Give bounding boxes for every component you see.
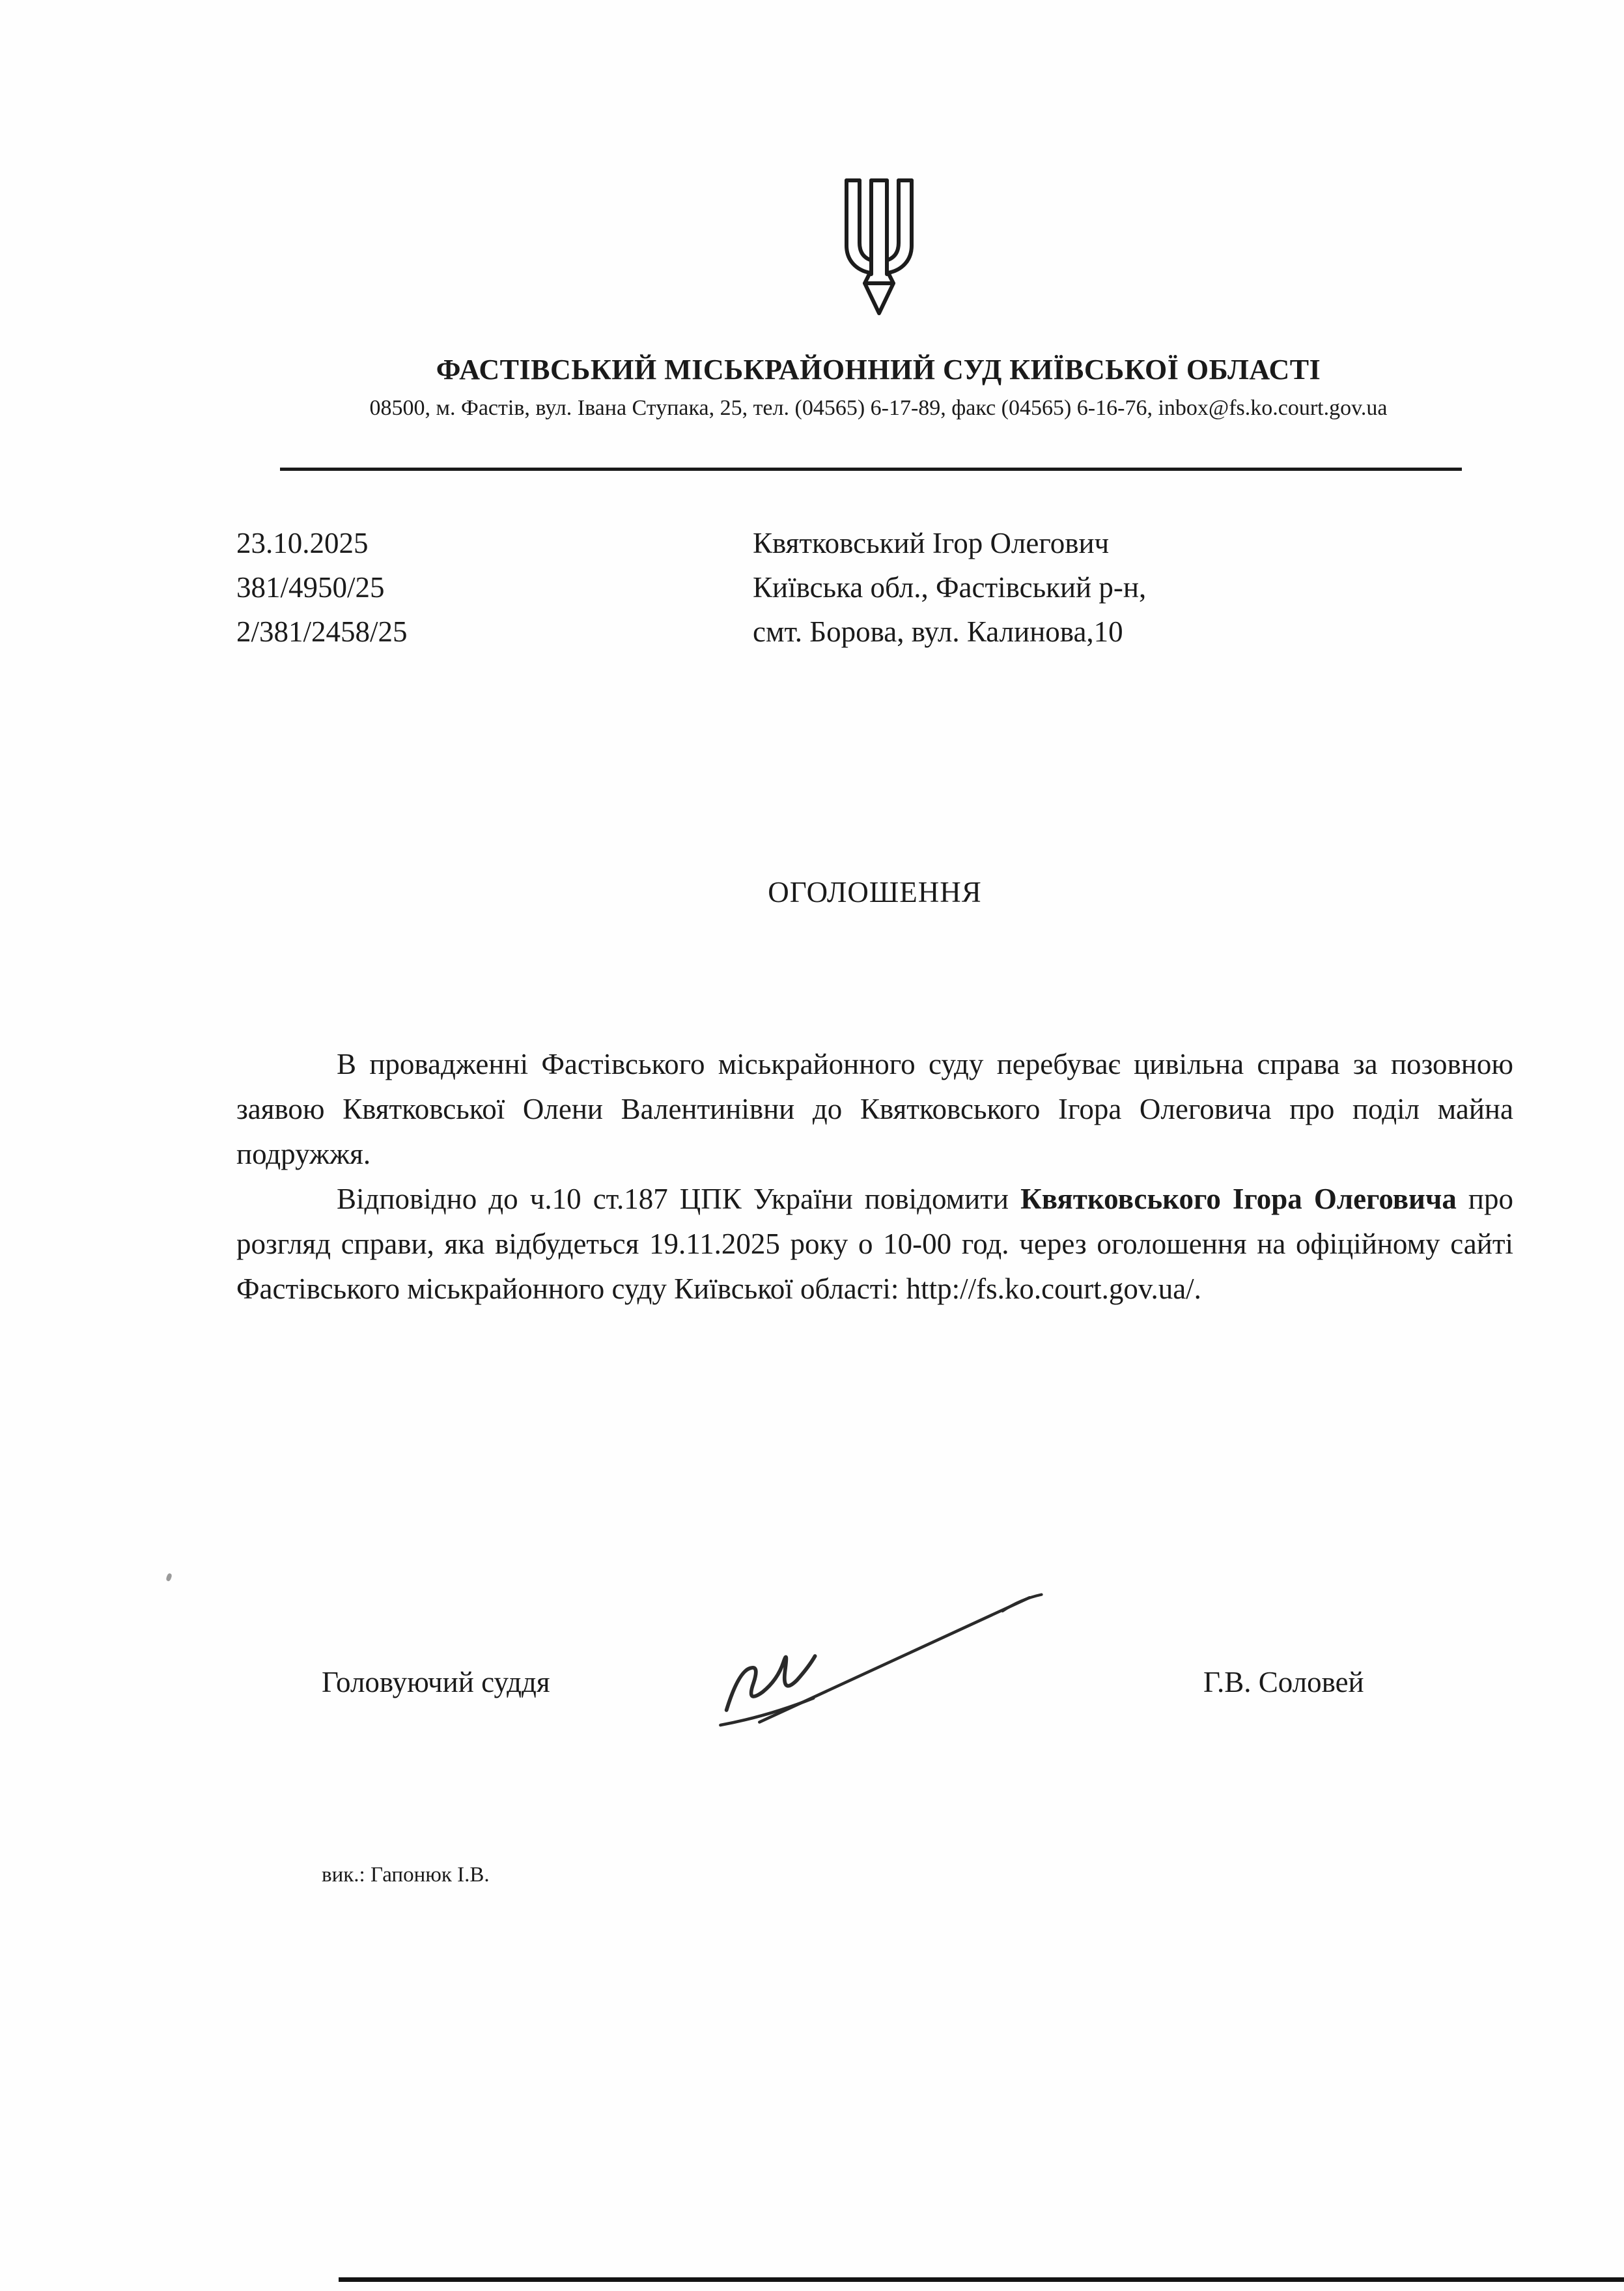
header-divider <box>280 468 1462 471</box>
paragraph2-bold-name: Квятковського Ігора Олеговича <box>1020 1183 1457 1215</box>
addressee-address-line1: Київська обл., Фастівський р-н, <box>753 571 1147 604</box>
paragraph2-suffix: про розгляд справи, яка відбудеться 19.11.2025 року о 10-00 год. через оголошення на офіційному сайті Фастівського міськрайонного суду Київської області: http://fs.ko.court.gov.ua/. <box>236 1183 1513 1305</box>
document-date: 23.10.2025 <box>236 527 369 559</box>
proceeding-number: 2/381/2458/25 <box>236 615 408 648</box>
scan-artifact-line <box>339 2277 1624 2282</box>
court-address: 08500, м. Фастів, вул. Івана Ступака, 25, тел. (04565) 6-17-89, факс (04565) 6-16-76, inbox@fs.ko.court.gov.ua <box>369 396 1388 420</box>
judge-signature-icon <box>708 1582 1054 1735</box>
scan-speck <box>165 1573 173 1582</box>
addressee-block <box>753 521 1146 654</box>
body-paragraph-2 <box>236 1177 1513 1312</box>
judge-role-label: Головуючий суддя <box>322 1666 550 1698</box>
letterhead <box>236 352 1520 423</box>
document-body <box>236 1042 1513 1312</box>
reference-block <box>236 521 408 654</box>
document-title: ОГОЛОШЕННЯ <box>768 876 982 908</box>
body-paragraph-1: В провадженні Фастівського міськрайонного суду перебуває цивільна справа за позовною заявою Квятковської Олени Валентинівни до Квятковського Ігора Олеговича про поділ майна подружжя. <box>236 1048 1513 1170</box>
judge-name: Г.В. Соловей <box>1203 1666 1364 1698</box>
addressee-address-line2: смт. Борова, вул. Калинова,10 <box>753 615 1123 648</box>
ukraine-trident-emblem-icon <box>836 173 922 318</box>
case-number: 381/4950/25 <box>236 571 385 604</box>
paragraph2-prefix: Відповідно до ч.10 ст.187 ЦПК України повідомити <box>337 1183 1021 1215</box>
addressee-name: Квятковський Ігор Олегович <box>753 527 1110 559</box>
court-name: ФАСТІВСЬКИЙ МІСЬКРАЙОННИЙ СУД КИЇВСЬКОЇ ОБЛАСТІ <box>436 354 1321 386</box>
executor-note: вик.: Гапонюк І.В. <box>322 1863 490 1887</box>
